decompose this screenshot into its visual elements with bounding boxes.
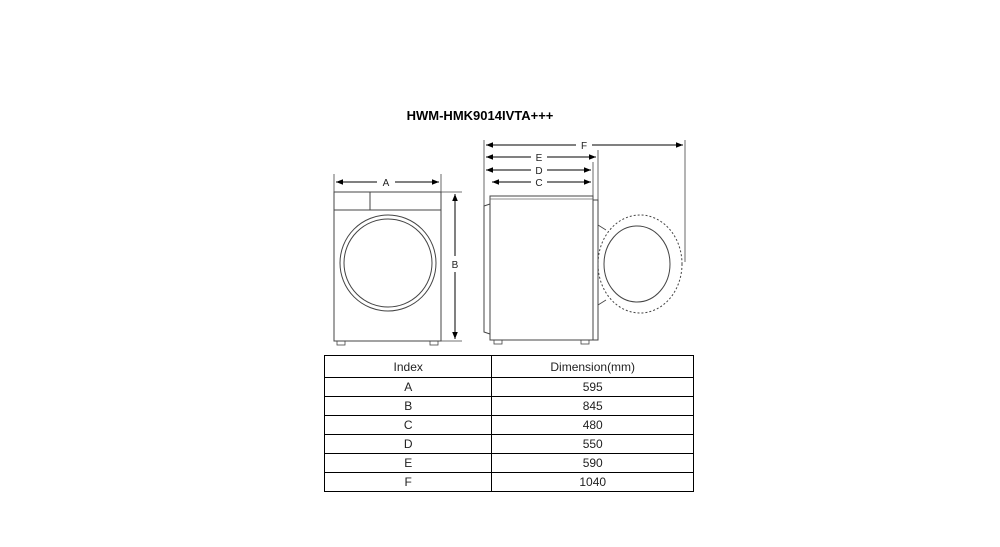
header-dimension: Dimension(mm) (492, 356, 694, 378)
dim-label-f: F (580, 141, 588, 152)
header-index: Index (325, 356, 492, 378)
table-row (325, 416, 694, 435)
open-door-outer (598, 215, 682, 313)
cell-index: A (325, 378, 492, 397)
cell-dimension: 480 (492, 416, 694, 435)
front-door-outer (340, 215, 436, 311)
front-door-inner (344, 219, 432, 307)
cell-dimension: 550 (492, 435, 694, 454)
cell-index: F (325, 473, 492, 492)
cell-index: C (325, 416, 492, 435)
cell-index: E (325, 454, 492, 473)
dim-label-e: E (535, 153, 543, 164)
open-door-inner (604, 226, 670, 302)
table-row (325, 435, 694, 454)
side-view (484, 140, 685, 344)
table-row (325, 378, 694, 397)
dimension-table (324, 355, 694, 492)
dim-label-b: B (451, 260, 459, 271)
cell-dimension: 595 (492, 378, 694, 397)
cell-dimension: 845 (492, 397, 694, 416)
table-header-row (325, 356, 694, 378)
table-row (325, 397, 694, 416)
dim-label-c: C (535, 178, 543, 189)
dim-label-d: D (535, 166, 543, 177)
dim-label-a: A (382, 178, 390, 189)
cell-dimension: 590 (492, 454, 694, 473)
cell-index: D (325, 435, 492, 454)
front-view (334, 174, 462, 345)
table-row (325, 454, 694, 473)
cell-index: B (325, 397, 492, 416)
cell-dimension: 1040 (492, 473, 694, 492)
model-title: HWM-HMK9014IVTA+++ (406, 108, 554, 123)
table-row (325, 473, 694, 492)
